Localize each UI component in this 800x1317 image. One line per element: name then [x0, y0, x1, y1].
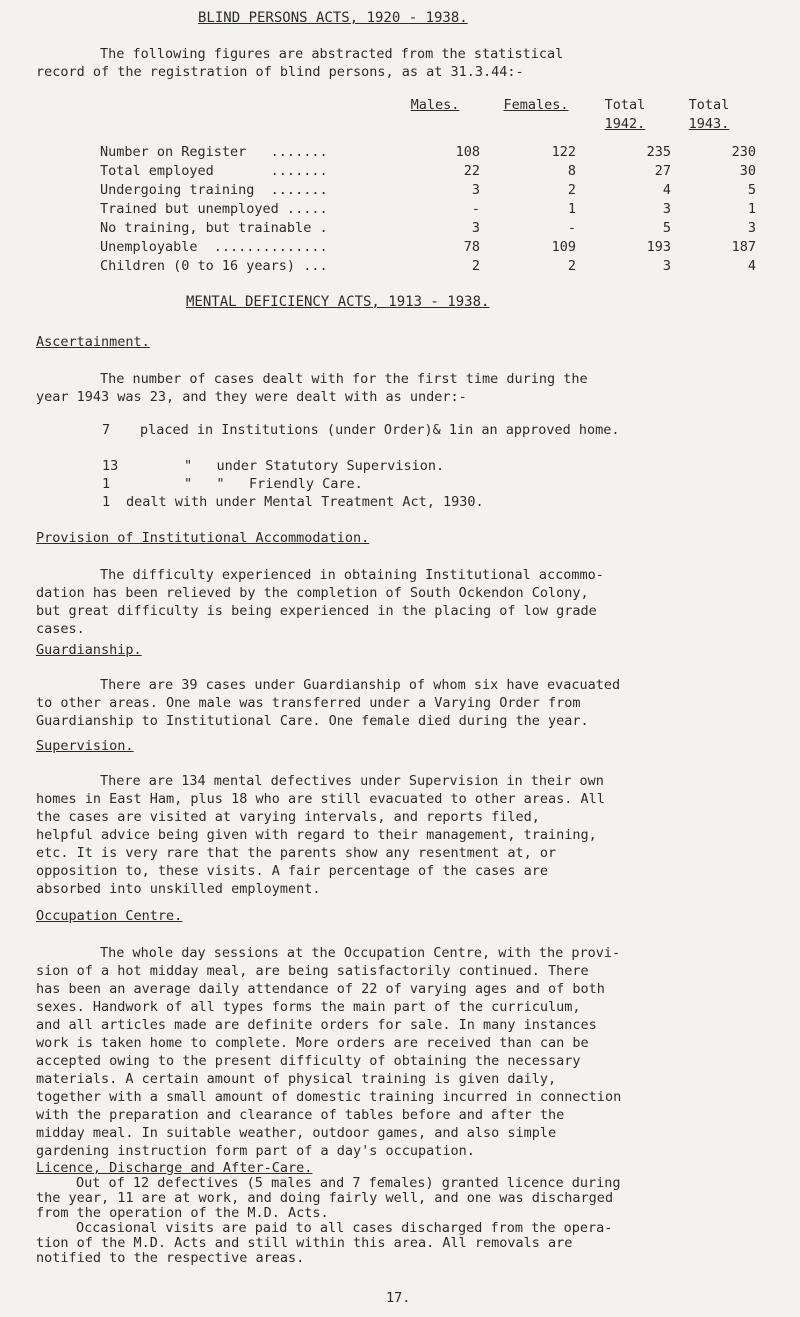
ascertainment-item-num: 7	[102, 422, 111, 438]
mental-deficiency-title: MENTAL DEFICIENCY ACTS, 1913 - 1938.	[186, 294, 490, 310]
row-label: Children (0 to 16 years) ...	[100, 257, 328, 274]
cell-total-1943: 187	[731, 238, 756, 255]
row-label: No training, but trainable .	[100, 219, 328, 236]
provision-heading: Provision of Institutional Accommodation.	[36, 530, 370, 546]
table-row	[100, 199, 756, 218]
cell-total-1943: 230	[731, 143, 756, 160]
header-females: Females.	[503, 97, 569, 113]
table-row	[100, 237, 756, 256]
cell-total-1942: 3	[662, 257, 671, 274]
cell-total-1943: 5	[747, 181, 756, 198]
blind-persons-title: BLIND PERSONS ACTS, 1920 - 1938.	[198, 10, 468, 26]
ascertainment-item-num: 13	[102, 458, 119, 474]
guardianship-para: There are 39 cases under Guardianship of whom six have evacuated to other areas. One male was transferred under a Varying Order from Guardianship to Institutional Care. One female died during the year.	[36, 677, 621, 729]
guardianship-heading: Guardianship.	[36, 642, 142, 658]
cell-males: 3	[471, 219, 480, 236]
occupation-para: The whole day sessions at the Occupation Centre, with the provi- sion of a hot midday meal, are being satisfactorily continued. There has been an average daily attendance of 22 of varying ages and of both sexes. Handwork of all types forms the main part of the curriculum, and all articles made are definite orders for sale. In many instances work is taken home to complete. More orders are received than can be accepted owing to the present difficulty of obtaining the necessary materials. A certain amount of physical training is given daily, together with a small amount of domestic training incurred in connection with the preparation and clearance of tables before and after the midday meal. In suitable weather, outdoor games, and also simple gardening instruction form part of a day's occupation.	[36, 945, 622, 1159]
cell-total-1942: 193	[646, 238, 671, 255]
table-row	[100, 161, 756, 180]
cell-total-1942: 27	[654, 162, 671, 179]
row-label: Trained but unemployed .....	[100, 200, 328, 217]
cell-females: -	[567, 219, 576, 236]
ascertainment-heading: Ascertainment.	[36, 334, 150, 350]
header-total-1942: Total 1942.	[604, 97, 646, 132]
licence-heading: Licence, Discharge and After-Care.	[36, 1160, 313, 1176]
cell-males: 108	[455, 143, 480, 160]
cell-total-1943: 4	[747, 257, 756, 274]
cell-females: 2	[567, 181, 576, 198]
cell-total-1943: 3	[747, 219, 756, 236]
supervision-para: There are 134 mental defectives under Supervision in their own homes in East Ham, plus 18 who are still evacuated to other areas. All the cases are visited at varying intervals, and reports filed, helpful advice being given with regard to their management, training, etc. It is very rare that the parents show any resentment at, or opposition to, these visits. A fair percentage of the cases are absorbed into unskilled employment.	[36, 773, 605, 897]
ascertainment-item-text: " " Friendly Care.	[184, 476, 363, 492]
cell-females: 2	[567, 257, 576, 274]
table-row	[100, 256, 756, 275]
header-total-1943: Total 1943.	[688, 97, 730, 132]
ascertainment-item-text: placed in Institutions (under Order)& 1in an approved home.	[140, 422, 620, 438]
licence-para: Out of 12 defectives (5 males and 7 females) granted licence during the year, 11 are at work, and doing fairly well, and one was discharged from the operation of the M.D. Acts. Occasional visits are paid to all cases discharged from the opera- tion of the M.D. Acts and still within this area. All removals are notified to the respective areas.	[36, 1175, 621, 1266]
ascertainment-para: The number of cases dealt with for the first time during the year 1943 was 23, and they were dealt with as under:-	[36, 371, 588, 405]
row-label: Undergoing training .......	[100, 181, 328, 198]
table-row	[100, 180, 756, 199]
row-label: Unemployable ..............	[100, 238, 328, 255]
cell-total-1942: 235	[646, 143, 671, 160]
provision-para: The difficulty experienced in obtaining Institutional accommo- dation has been relieved by the completion of South Ockendon Colony, but great difficulty is being experienced in the placing of low grade cases.	[36, 567, 604, 637]
supervision-heading: Supervision.	[36, 738, 134, 754]
page-number: 17.	[386, 1290, 411, 1306]
table-row	[100, 218, 756, 237]
cell-total-1942: 4	[662, 181, 671, 198]
ascertainment-item-num: 1	[102, 476, 111, 492]
cell-males: -	[471, 200, 480, 217]
cell-females: 109	[551, 238, 576, 255]
cell-males: 3	[471, 181, 480, 198]
blind-register-table	[100, 142, 756, 275]
cell-females: 1	[567, 200, 576, 217]
ascertainment-item-num: 1	[102, 494, 111, 510]
cell-males: 78	[463, 238, 480, 255]
table-row	[100, 142, 756, 161]
blind-intro-line-1: The following figures are abstracted from the statistical	[100, 46, 564, 62]
blind-intro-line-2: record of the registration of blind persons, as at 31.3.44:-	[36, 64, 524, 80]
ascertainment-item-text: dealt with under Mental Treatment Act, 1930.	[126, 494, 484, 510]
ascertainment-item-text: " under Statutory Supervision.	[184, 458, 445, 474]
cell-females: 122	[551, 143, 576, 160]
cell-total-1943: 1	[747, 200, 756, 217]
cell-females: 8	[567, 162, 576, 179]
cell-total-1942: 3	[662, 200, 671, 217]
cell-total-1942: 5	[662, 219, 671, 236]
row-label: Number on Register .......	[100, 143, 328, 160]
cell-males: 22	[463, 162, 480, 179]
row-label: Total employed .......	[100, 162, 328, 179]
cell-males: 2	[471, 257, 480, 274]
occupation-heading: Occupation Centre.	[36, 908, 183, 924]
cell-total-1943: 30	[739, 162, 756, 179]
header-males: Males.	[410, 97, 460, 113]
